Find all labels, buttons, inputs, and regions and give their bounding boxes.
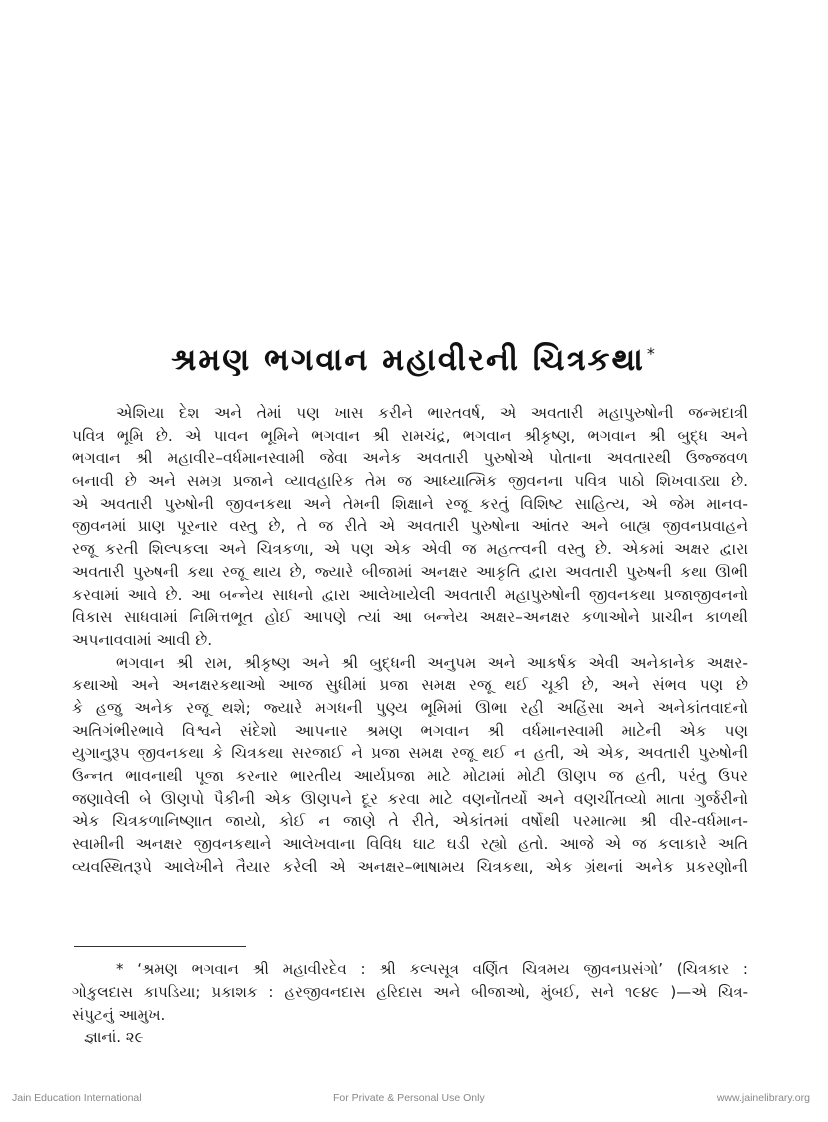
paragraph-1-line: અવતારી પુરુષની કથા રજૂ થાય છે, જ્યારે બીજામાં અનક્ષર આકૃતિ દ્વારા અવતારી પુરુષની કથા ઊભી xyxy=(72,562,748,581)
paragraph-1-line: જીવનમાં પ્રાણ પૂરનાર વસ્તુ છે, તે જ રીતે એ અવતારી પુરુષોના આંતર અને બાહ્ય જીવનપ્રવાહને xyxy=(72,517,748,536)
paragraph-1-line: અપનાવવામાં આવી છે. xyxy=(72,630,213,649)
paragraph-2-line: ભગવાન શ્રી રામ, શ્રીકૃષ્ણ અને શ્રી બુદ્ધની અનુપમ અને આકર્ષક એવી અનેકાનેક અક્ષર- xyxy=(116,653,748,672)
paragraph-2-line: કથાઓ અને અનક્ષરકથાઓ આજ સુધીમાં પ્રજા સમક્ષ રજૂ થઈ ચૂકી છે, અને સંભવ પણ છે xyxy=(72,676,748,695)
paragraph-2-line: વ્યવસ્થિતરૂપે આલેખીને તૈયાર કરેલી એ અનક્ષર–ભાષામય ચિત્રકથા, એક ગ્રંથનાં અનેક પ્રકરણોની xyxy=(72,857,748,876)
footer-publisher: Jain Education International xyxy=(12,1092,142,1104)
paragraph-2-line: ઉન્નત ભાવનાથી પૂજા કરનાર ભારતીય આર્યપ્રજા માટે મોટામાં મોટી ઊણપ જ હતી, પરંતુ ઉપર xyxy=(72,767,748,785)
paragraph-1-line: કરવામાં આવે છે. આ બન્નેય સાધનો દ્વારા આલેખાયેલી અવતારી મહાપુરુષોની જીવનકથા પ્રજાજીવનનો xyxy=(72,585,748,604)
body-text xyxy=(72,402,748,878)
paragraph-2-line: જણાવેલી બે ઊણપો પૈકીની એક ઊણપને દૂર કરવા માટે વણનોંતર્યો અને વણચીંતવ્યો માતા ગુર્જરીનો xyxy=(72,789,748,808)
paragraph-1-line: ભગવાન શ્રી મહાવીર–વર્ધમાનસ્વામી જેવા અનેક અવતારી પુરુષોએ પોતાના અવતારથી ઉજ્જવળ xyxy=(72,449,748,468)
title-text: શ્રમણ ભગવાન મહાવીરની ચિત્રકથા xyxy=(171,342,645,378)
paragraph-1-line: રજૂ કરતી શિલ્પકલા અને ચિત્રકળા, એ પણ એક એવી જ મહત્ત્વની વસ્તુ છે. એકમાં અક્ષર દ્વારા xyxy=(72,540,748,559)
paragraph-2-line: યુગાનુરૂપ જીવનકથા કે ચિત્રકથા સરજાઈ ને પ્રજા સમક્ષ રજૂ થઈ ન હતી, એ એક, અવતારી પુરુષોની xyxy=(72,744,748,763)
footer-website-link[interactable]: www.jainelibrary.org xyxy=(716,1092,810,1104)
paragraph-1-line: એશિયા દેશ અને તેમાં પણ ખાસ કરીને ભારતવર્ષ, એ અવતારી મહાપુરુષોની જન્મદાત્રી xyxy=(116,404,748,422)
paragraph-2-line: કે હજુ અનેક રજૂ થશે; જ્યારે મગધની પુણ્ય ભૂમિમાં ઊભા રહી અહિંસા અને અનેકાંતવાદનો xyxy=(72,698,748,717)
paragraph-1-line: એ અવતારી પુરુષોની જીવનકથા અને તેમની શિક્ષાને રજૂ કરતું વિશિષ્ટ સાહિત્ય, એ જેમ માનવ- xyxy=(72,494,748,513)
paragraph-2-line: અતિગંભીરભાવે વિશ્વને સંદેશો આપનાર શ્રમણ ભગવાન શ્રી વર્ધમાનસ્વામી માટેની એક પણ xyxy=(72,721,748,740)
paragraph-2-line: એક ચિત્રકળાનિષ્ણાત જાયો, કોઈ ન જાણે તે રીતે, એકાંતમાં વર્ષોથી પરમાત્મા શ્રી વીર-વર્ધમાન- xyxy=(72,812,748,831)
paragraph-1-line: પવિત્ર ભૂમિ છે. એ પાવન ભૂમિને ભગવાન શ્રી રામચંદ્ર, ભગવાન શ્રીકૃષ્ણ, ભગવાન શ્રી બુદ્ધ અને xyxy=(72,426,748,445)
page-marker: જ્ઞાનાં. ૨૯ xyxy=(84,1028,144,1046)
page-footer xyxy=(0,1092,828,1112)
footer-usage-notice: For Private & Personal Use Only xyxy=(333,1092,485,1104)
paragraph-1-line: વિકાસ સાધવામાં નિમિત્તભૂત હોઈ આપણે ત્યાં આ બન્નેય અક્ષર–અનક્ષર કળાઓને પ્રાચીન કાળથી xyxy=(72,608,748,627)
footnote xyxy=(72,958,748,1027)
paragraph-2-line: સ્વામીની અનક્ષર જીવનકથાને આલેખવાના વિવિધ ઘાટ ઘડી રહ્યો હતો. આજે એ જ કલાકારે અતિ xyxy=(72,835,748,854)
footnote-line: સંપુટનું આમુખ. xyxy=(72,1006,166,1024)
title-footnote-marker: * xyxy=(646,343,657,363)
footnote-line: ગોકુલદાસ કાપડિયા; પ્રકાશક : હરજીવનદાસ હરિદાસ અને બીજાઓ, મુંબઈ, સને ૧૯૪૯ )—એ ચિત્ર- xyxy=(72,983,748,1001)
footnote-divider xyxy=(74,946,246,947)
page-title xyxy=(0,342,828,379)
paragraph-1-line: બનાવી છે અને સમગ્ર પ્રજાને વ્યાવહારિક તેમ જ આધ્યાત્મિક જીવનના પવિત્ર પાઠો શિખવાડ્યા છે. xyxy=(72,472,748,491)
footnote-line: * ‘શ્રમણ ભગવાન શ્રી મહાવીરદેવ : શ્રી કલ્પસૂત્ર વર્ણિત ચિત્રમય જીવનપ્રસંગો’ (ચિત્રકાર : xyxy=(116,960,748,978)
